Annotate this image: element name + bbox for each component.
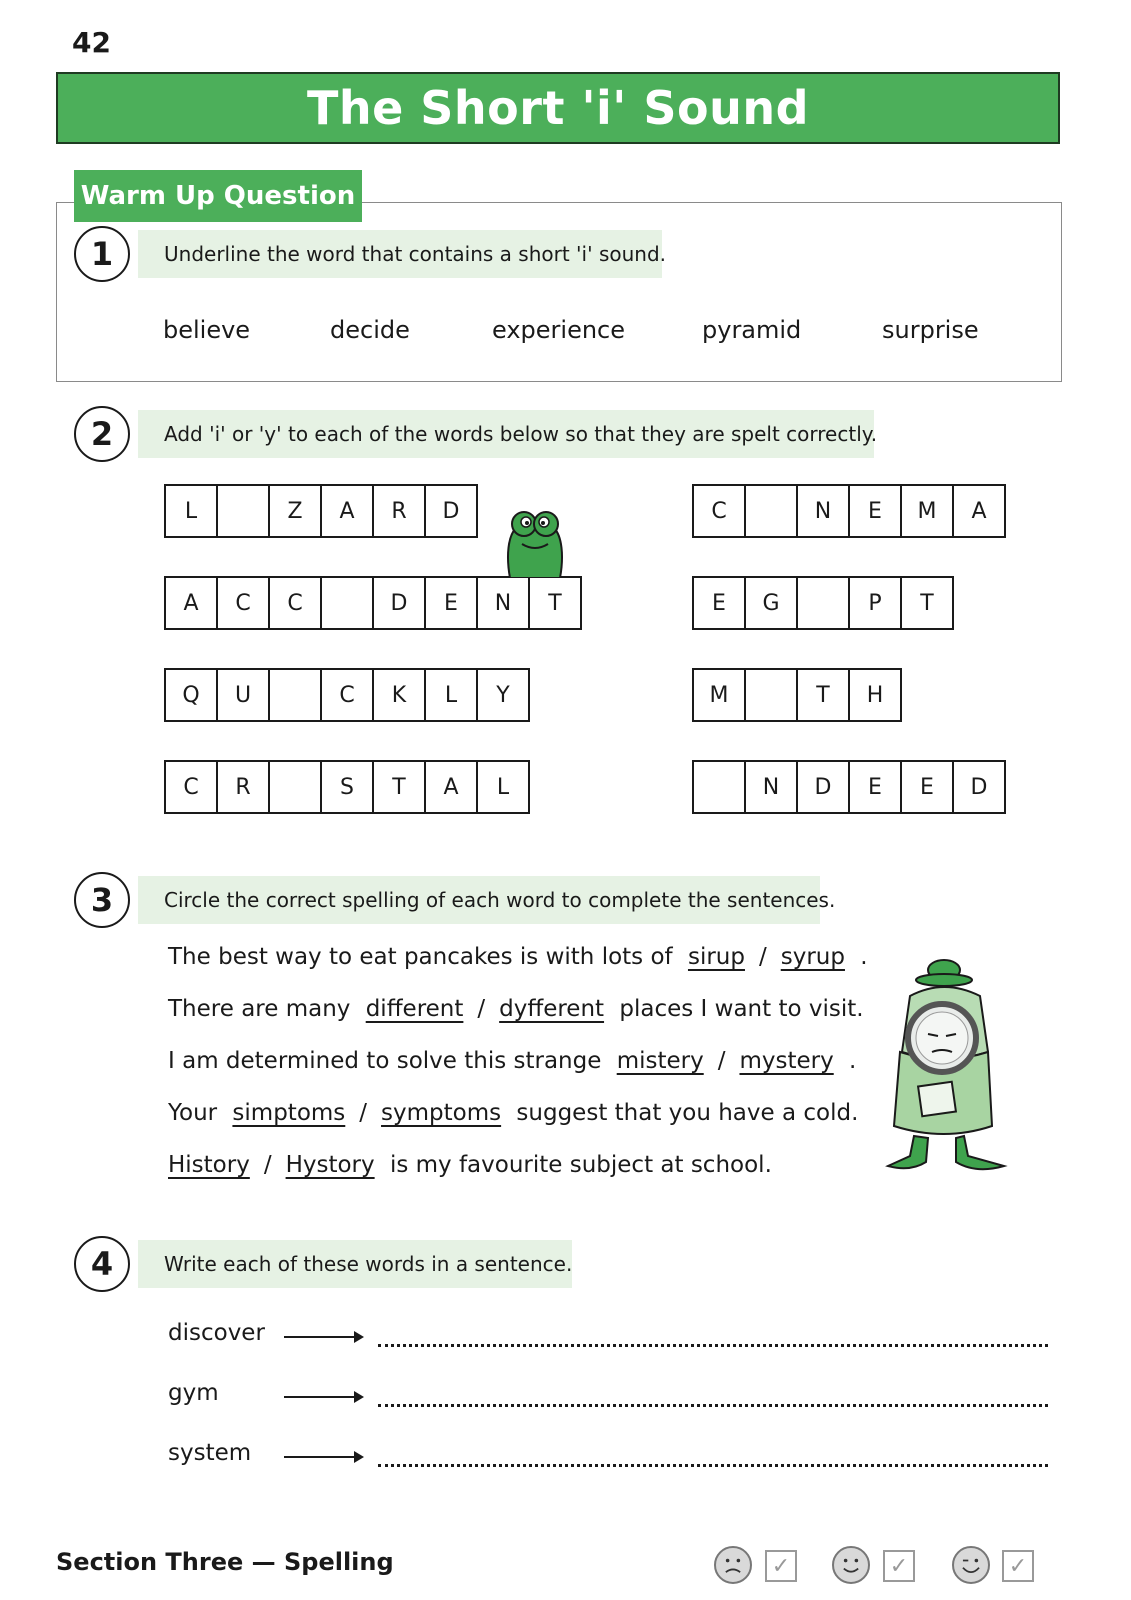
letter-grid-4 xyxy=(164,760,530,814)
letter-cell: R xyxy=(216,760,270,814)
letter-cell: R xyxy=(372,484,426,538)
sentence-text: . xyxy=(860,944,868,970)
sentence-text: The best way to eat pancakes is with lots of xyxy=(168,944,673,970)
option-word[interactable]: decide xyxy=(330,316,410,344)
letter-grid-2 xyxy=(164,576,582,630)
answer-line[interactable] xyxy=(378,1344,1048,1347)
separator: / xyxy=(359,1100,368,1126)
sentence xyxy=(168,944,868,970)
letter-cell: N xyxy=(476,576,530,630)
letter-cell: D xyxy=(796,760,850,814)
letter-grid-3 xyxy=(164,668,530,722)
checkbox-icon[interactable]: ✓ xyxy=(883,1550,915,1582)
letter-cell: C xyxy=(164,760,218,814)
arrow-icon xyxy=(284,1456,362,1458)
option-word[interactable]: surprise xyxy=(882,316,979,344)
target-word: system xyxy=(168,1440,252,1466)
separator: / xyxy=(263,1152,272,1178)
blank-cell[interactable] xyxy=(216,484,270,538)
spelling-option[interactable]: simptoms xyxy=(232,1100,346,1126)
blank-cell[interactable] xyxy=(692,760,746,814)
blank-cell[interactable] xyxy=(796,576,850,630)
sentence-text: I am determined to solve this strange xyxy=(168,1048,602,1074)
question-number-1: 1 xyxy=(74,226,130,282)
letter-cell: Q xyxy=(164,668,218,722)
arrow-icon xyxy=(284,1396,362,1398)
letter-cell: K xyxy=(372,668,426,722)
blank-cell[interactable] xyxy=(744,668,798,722)
question-number-3: 3 xyxy=(74,872,130,928)
spelling-option[interactable]: symptoms xyxy=(381,1100,502,1126)
page-number: 42 xyxy=(72,26,111,59)
target-word: discover xyxy=(168,1320,265,1346)
letter-cell: H xyxy=(848,668,902,722)
letter-cell: E xyxy=(848,760,902,814)
spelling-option[interactable]: History xyxy=(168,1152,250,1178)
sentence-text: suggest that you have a cold. xyxy=(516,1100,859,1126)
sentence-text: places I want to visit. xyxy=(619,996,864,1022)
letter-cell: D xyxy=(372,576,426,630)
separator: / xyxy=(758,944,767,970)
detective-illustration xyxy=(880,956,1012,1178)
spelling-option[interactable]: sirup xyxy=(687,944,745,970)
letter-cell: D xyxy=(424,484,478,538)
option-word[interactable]: pyramid xyxy=(702,316,802,344)
spelling-option[interactable]: mistery xyxy=(616,1048,704,1074)
letter-grid-6 xyxy=(692,576,954,630)
question-2-instruction: Add 'i' or 'y' to each of the words below so that they are spelt correctly. xyxy=(138,410,874,458)
answer-line[interactable] xyxy=(378,1464,1048,1467)
question-number-2: 2 xyxy=(74,406,130,462)
warmup-box xyxy=(56,202,1062,382)
letter-cell: L xyxy=(476,760,530,814)
spelling-option[interactable]: dyfferent xyxy=(499,996,605,1022)
sentence xyxy=(160,1152,772,1178)
option-word[interactable]: experience xyxy=(492,316,626,344)
question-1-instruction: Underline the word that contains a short 'i' sound. xyxy=(138,230,662,278)
sentence-text: Your xyxy=(168,1100,218,1126)
blank-cell[interactable] xyxy=(744,484,798,538)
checkbox-icon[interactable]: ✓ xyxy=(1002,1550,1034,1582)
answer-row xyxy=(168,1380,1048,1420)
separator: / xyxy=(717,1048,726,1074)
letter-cell: A xyxy=(164,576,218,630)
letter-cell: C xyxy=(268,576,322,630)
blank-cell[interactable] xyxy=(320,576,374,630)
question-4-instruction: Write each of these words in a sentence. xyxy=(138,1240,572,1288)
letter-cell: Y xyxy=(476,668,530,722)
sad-face-icon[interactable] xyxy=(714,1546,752,1584)
sentence xyxy=(168,1048,856,1074)
letter-cell: E xyxy=(424,576,478,630)
letter-cell: E xyxy=(692,576,746,630)
page-title: The Short 'i' Sound xyxy=(306,81,810,135)
warmup-label: Warm Up Question xyxy=(74,170,362,222)
letter-cell: M xyxy=(692,668,746,722)
target-word: gym xyxy=(168,1380,219,1406)
answer-line[interactable] xyxy=(378,1404,1048,1407)
letter-cell: A xyxy=(424,760,478,814)
frog-illustration xyxy=(500,506,570,578)
sentence xyxy=(168,996,864,1022)
letter-cell: T xyxy=(372,760,426,814)
separator: / xyxy=(477,996,486,1022)
answer-row xyxy=(168,1320,1048,1360)
answer-row xyxy=(168,1440,1048,1480)
option-word[interactable]: believe xyxy=(163,316,251,344)
question-3-instruction: Circle the correct spelling of each word to complete the sentences. xyxy=(138,876,820,924)
sentence-text: . xyxy=(849,1048,857,1074)
spelling-option[interactable]: different xyxy=(365,996,464,1022)
letter-cell: E xyxy=(900,760,954,814)
letter-cell: U xyxy=(216,668,270,722)
letter-cell: G xyxy=(744,576,798,630)
letter-cell: Z xyxy=(268,484,322,538)
checkbox-icon[interactable]: ✓ xyxy=(765,1550,797,1582)
letter-cell: C xyxy=(216,576,270,630)
spelling-option[interactable]: Hystory xyxy=(285,1152,375,1178)
letter-cell: C xyxy=(692,484,746,538)
letter-grid-5 xyxy=(692,484,1006,538)
happy-face-icon[interactable] xyxy=(832,1546,870,1584)
letter-cell: L xyxy=(164,484,218,538)
spelling-option[interactable]: mystery xyxy=(739,1048,834,1074)
blank-cell[interactable] xyxy=(268,760,322,814)
letter-cell: N xyxy=(796,484,850,538)
letter-cell: T xyxy=(528,576,582,630)
question-number-4: 4 xyxy=(74,1236,130,1292)
spelling-option[interactable]: syrup xyxy=(780,944,845,970)
letter-grid-7 xyxy=(692,668,902,722)
title-banner xyxy=(56,72,1060,144)
letter-cell: T xyxy=(796,668,850,722)
section-footer: Section Three — Spelling xyxy=(56,1548,394,1576)
blank-cell[interactable] xyxy=(268,668,322,722)
letter-cell: P xyxy=(848,576,902,630)
letter-cell: S xyxy=(320,760,374,814)
letter-cell: E xyxy=(848,484,902,538)
letter-cell: N xyxy=(744,760,798,814)
sentence-text: is my favourite subject at school. xyxy=(389,1152,772,1178)
letter-cell: M xyxy=(900,484,954,538)
winking-face-icon[interactable] xyxy=(952,1546,990,1584)
letter-cell: A xyxy=(320,484,374,538)
sentence-text: There are many xyxy=(168,996,351,1022)
letter-cell: D xyxy=(952,760,1006,814)
letter-cell: C xyxy=(320,668,374,722)
sentence xyxy=(168,1100,858,1126)
letter-grid-8 xyxy=(692,760,1006,814)
letter-grid-1 xyxy=(164,484,478,538)
letter-cell: A xyxy=(952,484,1006,538)
arrow-icon xyxy=(284,1336,362,1338)
letter-cell: T xyxy=(900,576,954,630)
letter-cell: L xyxy=(424,668,478,722)
